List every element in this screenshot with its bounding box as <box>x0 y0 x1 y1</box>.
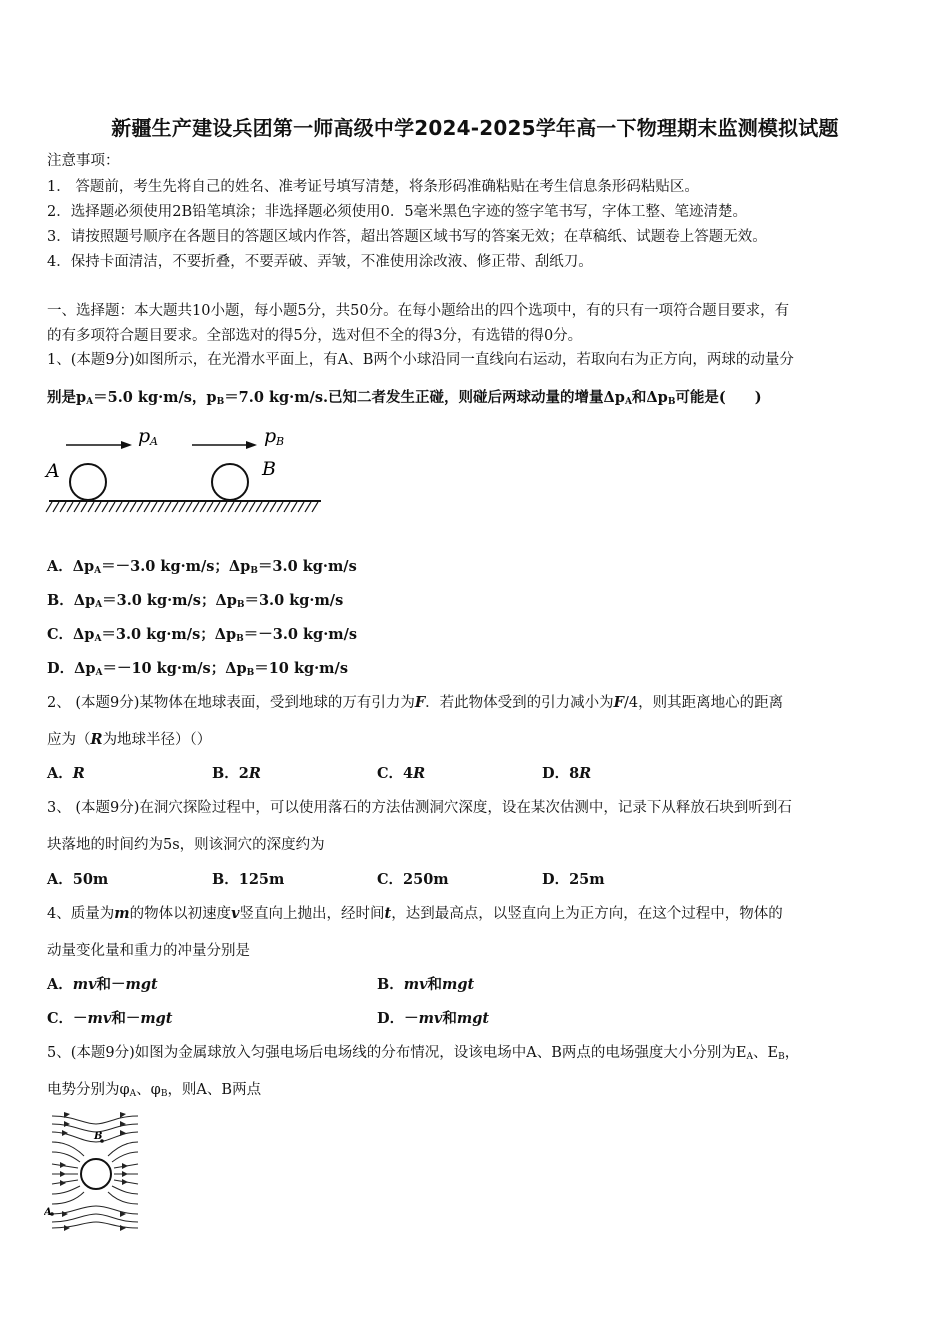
q1-line-1: 1、(本题9分)如图所示，在光滑水平面上，有A、B两个小球沿同一直线向右运动，若取向右为正方向，两球的动量分 <box>47 352 794 368</box>
q4-option-b[interactable]: B．mv和mgt <box>377 976 475 993</box>
q2-option-b[interactable]: B．2R <box>212 765 261 782</box>
notice-item-1: 1． 答题前，考生先将自己的姓名、准考证号填写清楚，将条形码准确粘贴在考生信息条形码粘贴区。 <box>47 179 699 195</box>
label-pb: p <box>264 425 277 447</box>
q3-line-1: 3、 (本题9分)在洞穴探险过程中，可以使用落石的方法估测洞穴深度，设在某次估测中，记录下从释放石块到听到石 <box>47 800 792 816</box>
q3-option-c[interactable]: C．250m <box>377 871 449 888</box>
page-title: 新疆生产建设兵团第一师高级中学2024-2025学年高一下物理期末监测模拟试题 <box>111 116 839 140</box>
q1-collision-figure <box>44 422 329 522</box>
section-line-1: 一、选择题：本大题共10小题，每小题5分，共50分。在每小题给出的四个选项中，有的只有一项符合题目要求，有 <box>47 303 790 319</box>
point-a-label: A <box>44 1207 52 1218</box>
ground-hatching <box>46 502 318 512</box>
label-pa: p <box>138 425 151 447</box>
ball-b-label: B <box>262 458 276 480</box>
q3-option-a[interactable]: A．50m <box>47 871 109 888</box>
q5-field-line-figure <box>44 1110 144 1232</box>
notice-heading: 注意事项： <box>47 153 120 169</box>
q2-option-d[interactable]: D．8R <box>542 765 592 782</box>
label-pb-sub: B <box>276 435 285 448</box>
q2-line-2: 应为（R为地球半径）（） <box>47 731 212 748</box>
q1-option-c[interactable]: C．$\Delta p_A=3.0$ kg·m/s；$\Delta p_B=-3.0$ kg·m/s <box>47 626 358 644</box>
notice-item-2: 2．选择题必须使用2B铅笔填涂；非选择题必须使用0．5毫米黑色字迹的签字笔书写，字体工整、笔迹清楚。 <box>47 204 748 220</box>
notice-item-3: 3．请按照题号顺序在各题目的答题区域内作答，超出答题区域书写的答案无效；在草稿纸、试题卷上答题无效。 <box>47 229 767 245</box>
q1-option-d[interactable]: D．$\Delta p_A=-10$ kg·m/s；$\Delta p_B=10$ kg·m/s <box>47 660 348 678</box>
q4-line-1: 4、质量为m的物体以初速度v竖直向上抛出，经时间t，达到最高点，以竖直向上为正方向，在这个过程中，物体的 <box>47 905 783 922</box>
q4-option-c[interactable]: C．－mv和－mgt <box>47 1010 173 1027</box>
q1-line-2: 别是$p_A=5.0$ kg·m/s，$p_B=7.0$ kg·m/s.已知二者发生正碰，则碰后两球动量的增量$\Delta p_A$和$\Delta p_B$可能是( ) <box>47 389 762 407</box>
section-line-2: 的有多项符合题目要求。全部选对的得5分，选对但不全的得3分，有选错的得0分。 <box>47 328 583 344</box>
ball-a-label: A <box>46 460 60 482</box>
q4-option-d[interactable]: D．－mv和mgt <box>377 1010 490 1027</box>
point-b-label: B <box>94 1131 103 1142</box>
q4-line-2: 动量变化量和重力的冲量分别是 <box>47 943 250 959</box>
ball-b <box>212 464 248 500</box>
q4-option-a[interactable]: A．mv和－mgt <box>47 976 158 993</box>
q3-line-2: 块落地的时间约为5s，则该洞穴的深度约为 <box>47 837 325 853</box>
q2-line-1: 2、 (本题9分)某物体在地球表面，受到地球的万有引力为F．若此物体受到的引力减小为F/4，则其距离地心的距离 <box>47 694 784 711</box>
q3-option-b[interactable]: B．125m <box>212 871 285 888</box>
q3-option-d[interactable]: D．25m <box>542 871 605 888</box>
ball-a <box>70 464 106 500</box>
notice-item-4: 4．保持卡面清洁，不要折叠，不要弄破、弄皱，不准使用涂改液、修正带、刮纸刀。 <box>47 254 593 270</box>
q1-option-a[interactable]: A．$\Delta p_A=-3.0$ kg·m/s；$\Delta p_B=3.0$ kg·m/s <box>47 558 357 576</box>
metal-sphere <box>81 1159 111 1189</box>
label-pa-sub: A <box>150 435 158 448</box>
q2-option-a[interactable]: A．R <box>47 765 85 782</box>
q1-option-b[interactable]: B．$\Delta p_A=3.0$ kg·m/s；$\Delta p_B=3.0$ kg·m/s <box>47 592 344 610</box>
q5-line-2: 电势分别为$\varphi_A$、$\varphi_B$，则A、B两点 <box>47 1082 262 1099</box>
q2-option-c[interactable]: C．4R <box>377 765 426 782</box>
q5-line-1: 5、(本题9分)如图为金属球放入匀强电场后电场线的分布情况，设该电场中A、B两点的电场强度大小分别为$E_A$、$E_B$， <box>47 1045 800 1062</box>
